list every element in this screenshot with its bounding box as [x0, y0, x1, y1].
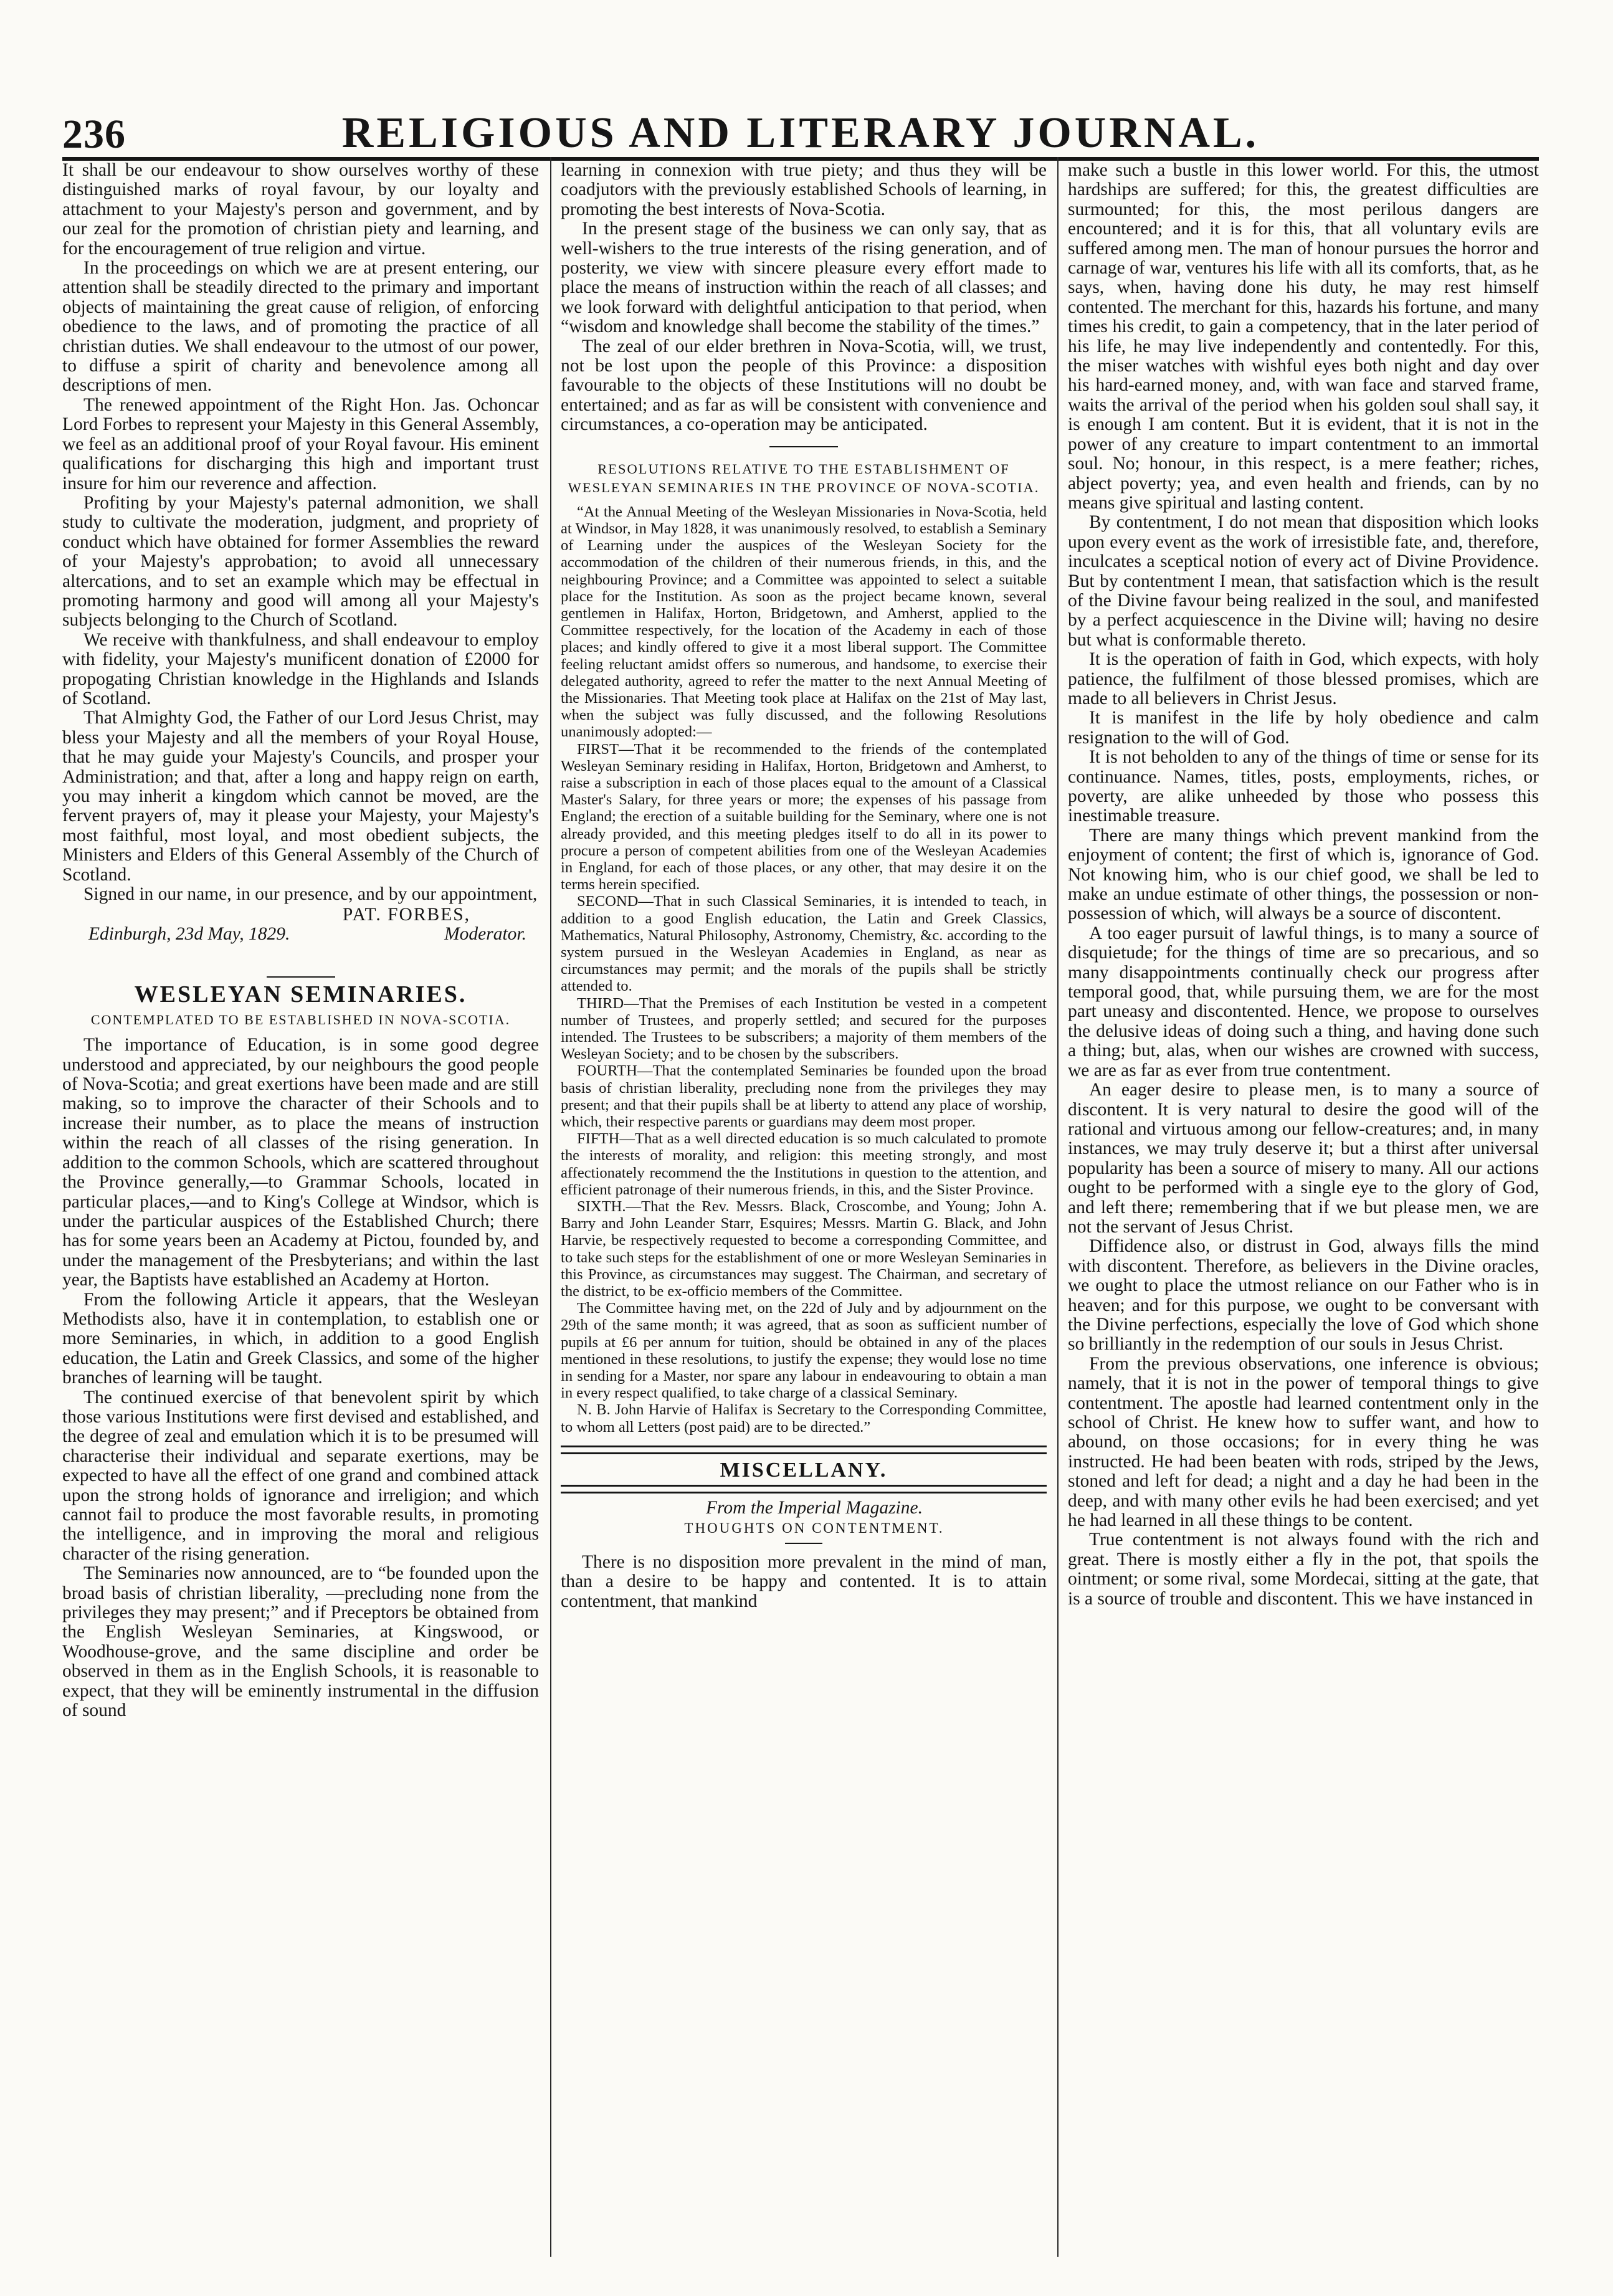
resolution-paragraph: FOURTH—That the contemplated Seminaries be founded upon the broad basis of christian liberality, precluding none from the privileges they may present; and that their pupils shall be at liberty to attend any place of worship, which, their respective parents or guardians may deem most proper. — [561, 1062, 1047, 1130]
double-rule — [561, 1446, 1047, 1454]
paragraph: It is the operation of faith in God, which expects, with holy patience, the fulfilment of those blessed promises, which are made to all believers in Christ Jesus. — [1068, 649, 1539, 708]
resolutions-title: RESOLUTIONS RELATIVE TO THE ESTABLISHMENT OF WESLEYAN SEMINARIES IN THE PROVINCE OF NOVA-SCOTIA. — [568, 460, 1040, 495]
paragraph: True contentment is not always found with the rich and great. There is mostly either a fly in the pot, that spoils the ointment; or some rival, some Mordecai, sitting at the gate, that is a source of trouble and discontent. This we have instanced in — [1068, 1530, 1539, 1609]
column-separator — [550, 157, 551, 2257]
resolution-paragraph: “At the Annual Meeting of the Wesleyan Missionaries in Nova-Scotia, held at Windsor, in May 1828, it was unanimously resolved, to establish a Seminary of Learning under the auspices of the Wesleyan Society for the accommodation of the children of their numerous friends, in this, and the neighbouring Province; and a Committee was appointed to select a suitable place for the Institution. As soon as the project became known, several gentlemen in Halifax, Horton, Bridgetown, and Amherst, applied to the Committee respectively, for the location of the Academy in each of those places; and kindly offered to give it a most liberal support. The Committee feeling reluctant amidst offers so numerous, and handsome, to exercise their delegated authority, agreed to refer the matter to the next Annual Meeting of the Missionaries. That Meeting took place at Halifax on the 21st of May last, when the subject was fully discussed, and the following Resolutions unanimously adopted:— — [561, 503, 1047, 741]
double-rule — [561, 1485, 1047, 1493]
paragraph: Profiting by your Majesty's paternal admonition, we shall study to cultivate the moderation, judgment, and propriety of conduct which have obtained for former Assemblies the reward of your Majesty's approbation; to avoid all unnecessary altercations, and to set an example which may be effectual in promoting harmony and good will among all your Majesty's subjects belonging to the Church of Scotland. — [62, 492, 539, 631]
paragraph: That Almighty God, the Father of our Lord Jesus Christ, may bless your Majesty and all the members of your Royal House, that he may guide your Majesty's Councils, and prosper your Administration; and that, after a long and happy reign on earth, you may inherit a kingdom which cannot be moved, are the fervent prayers of, may it please your Majesty, your Majesty's most faithful, most loyal, and most obedient subjects, the Ministers and Elders of this General Assembly of the Church of Scotland. — [62, 708, 539, 885]
paragraph: A too eager pursuit of lawful things, is to many a source of disquietude; for the things of time are so precarious, and so many disappointments continually check our progress after temporal good, that, while pursuing them, we are for the most part uneasy and discontented. Hence, we propose to ourselves the delusive ideas of doing such a thing, and having done such a thing; but, alas, when our wishes are crowned with success, we are as far as ever from true contentment. — [1068, 923, 1539, 1080]
article-title: THOUGHTS ON CONTENTMENT. — [684, 1520, 944, 1536]
divider — [785, 1543, 822, 1544]
signatory-role: Moderator. — [444, 924, 526, 945]
paragraph: The continued exercise of that benevolent spirit by which those various Institutions were first devised and established, and the degree of zeal and emulation which it is to be presumed will characterise their individual and separate exertions, may be expected to have all the effect of one grand and combined attack upon the strong holds of ignorance and irreligion; and which cannot fail to produce the most favorable results, in promoting the intelligence, and in improving the moral and religious character of the rising generation. — [62, 1387, 539, 1564]
paragraph: There are many things which prevent mankind from the enjoyment of content; the first of which is, ignorance of God. Not knowing him, who is our chief good, we shall be led to make an undue estimate of other things, the possession or non-possession of which, will always be a source of discontent. — [1068, 825, 1539, 924]
paragraph: Signed in our name, in our presence, and by our appointment, — [83, 884, 538, 905]
paragraph: The renewed appointment of the Right Hon. Jas. Ochoncar Lord Forbes to represent your Majesty in this General Assembly, we feel as an additional proof of your Royal favour. His eminent qualifications for discharging this high and important trust insure for him our reverence and affection. — [62, 394, 539, 493]
paragraph: It is not beholden to any of the things of time or sense for its continuance. Names, titles, posts, employments, riches, or poverty, are alike unheeded by those who possess this inestimable treasure. — [1068, 747, 1539, 826]
running-title: RELIGIOUS AND LITERARY JOURNAL. — [341, 109, 1260, 157]
paragraph: An eager desire to please men, is to many a source of discontent. It is very natural to desire the good will of the rational and virtuous among our fellow-creatures; and, in many instances, we may truly deserve it; but a thirst after universal popularity has been a source of misery to many. All our actions ought to be performed with a single eye to the glory of God, and left there; remembering that if we but please men, we are not the servant of Jesus Christ. — [1068, 1080, 1539, 1237]
signature-block — [62, 905, 539, 965]
paragraph: In the present stage of the business we can only say, that as well-wishers to the true interests of the rising generation, and of posterity, we view with sincere pleasure every effort made to place the means of instruction within the reach of all classes; and we look forward with delightful anticipation to that period, when “wisdom and knowledge shall become the stability of the times.” — [561, 219, 1047, 337]
column-1 — [62, 161, 539, 2254]
page-header — [62, 106, 1539, 162]
column-2 — [561, 161, 1047, 2254]
paragraph: make such a bustle in this lower world. For this, the utmost hardships are suffered; for this, the greatest difficulties are surmounted; for this, the most perilous dangers are encountered; and it is for this, that all voluntary evils are suffered among men. The man of honour pursues the horror and carnage of war, ventures his life with all its comforts, that, as he says, when, having done his duty, he may rest himself contented. The merchant for this, hazards his fortune, and many times his credit, to gain a competency, that in the later period of his life, he may live independently and contentedly. For this, the miser watches with wishful eyes both night and day over his hard-earned money, and, with wan face and starved frame, waits the arrival of the period when his golden soul shall say, it is enough I am content. But it is evident, that it is not in the power of any creature to impart contentment to an immortal soul. No; honour, in this respect, is a mere feather; riches, abject poverty; yea, and even health and friends, can by no means give spiritual and lasting content. — [1068, 161, 1539, 513]
resolution-paragraph: SECOND—That in such Classical Seminaries, it is intended to teach, in addition to a good English education, the Latin and Greek Classics, Mathematics, Natural Philosophy, Astronomy, Chemistry, &c. according to the system pursued in the Wesleyan Academies in England, as near as circumstances may permit; and the morals of the pupils shall be strictly attended to. — [561, 893, 1047, 995]
resolution-paragraph: The Committee having met, on the 22d of July and by adjournment on the 29th of the same month; it was agreed, that as soon as sufficient number of pupils at £6 per annum for tuition, should be obtained in any of the places mentioned in these resolutions, to justify the expense; they would lose no time in sending for a Master, nor spare any labour in endeavouring to obtain a man in every respect qualified, to take charge of a classical Seminary. — [561, 1300, 1047, 1402]
paragraph: It shall be our endeavour to show ourselves worthy of these distinguished marks of royal favour, by our loyalty and attachment to your Majesty's person and government, and by our zeal for the promotion of christian piety and learning, and for the encouragement of true religion and virtue. — [62, 161, 539, 259]
section-title: WESLEYAN SEMINARIES. — [134, 981, 467, 1008]
column-separator — [1057, 157, 1059, 2257]
signatory-name: PAT. FORBES, — [342, 905, 470, 925]
resolution-paragraph: FIFTH—That as a well directed education is so much calculated to promote the interests of morality, and religion: this meeting strongly, and most affectionately recommend the the Institutions in question to the attention, and efficient patronage of their numerous friends, in this, and the Sister Province. — [561, 1130, 1047, 1198]
divider — [267, 976, 335, 978]
paragraph: Diffidence also, or distrust in God, always fills the mind with discontent. Therefore, as believers in the Divine oracles, we ought to place the utmost reliance on our Father who is in heaven; and for this purpose, we ought to be conversant with the Divine perfections, especially the love of God which shone so brilliantly in the redemption of our souls in Jesus Christ. — [1068, 1236, 1539, 1355]
paragraph: By contentment, I do not mean that disposition which looks upon every event as the work of irresistible fate, and, therefore, inculcates a sceptical notion of every act of Divine Providence. But by contentment I mean, that satisfaction which is the result of the Divine favour being realized in the soul, and manifested by a perfect acquiescence in the Divine will; having no desire but what is conformable thereto. — [1068, 512, 1539, 650]
section-subtitle: CONTEMPLATED TO BE ESTABLISHED IN NOVA-SCOTIA. — [90, 1011, 511, 1027]
signature-place-date: Edinburgh, 23d May, 1829. — [88, 924, 290, 945]
paragraph: The Seminaries now announced, are to “be founded upon the broad basis of christian liberality, —precluding none from the privileges they may present;” and if Preceptors be obtained from the English Wesleyan Seminaries, at Kingswood, or Woodhouse-grove, and the same discipline and order be observed in them as in the English Schools, it is reasonable to expect, that they will be eminently instrumental in the diffusion of sound — [62, 1563, 539, 1721]
paragraph: The zeal of our elder brethren in Nova-Scotia, will, we trust, not be lost upon the people of this Province: a disposition favourable to the objects of these Institutions will no doubt be entertained; and as far as will be consistent with convenience and circumstances, a co-operation may be anticipated. — [561, 336, 1047, 435]
column-3 — [1068, 161, 1539, 2254]
paragraph: The importance of Education, is in some good degree understood and appreciated, by our neighbours the good people of Nova-Scotia; and great exertions have been made and are still making, so to improve the character of their Schools and to increase their number, as to place the means of instruction within the reach of all classes of the rising generation. In addition to the common Schools, which are scattered throughout the Province generally,—to Grammar Schools, located in particular places,—and to King's College at Windsor, which is under the particular auspices of the Established Church; there has for some years been an Academy at Pictou, founded by, and under the management of the Presbyterians; and within the last year, the Baptists have established an Academy at Horton. — [62, 1035, 539, 1290]
paragraph: It is manifest in the life by holy obedience and calm resignation to the will of God. — [1068, 708, 1539, 748]
resolution-paragraph: N. B. John Harvie of Halifax is Secretary to the Corresponding Committee, to whom all Letters (post paid) are to be directed.” — [561, 1401, 1047, 1436]
resolutions-body — [561, 503, 1047, 1436]
resolution-paragraph: SIXTH.—That the Rev. Messrs. Black, Croscombe, and Young; John A. Barry and John Leander Starr, Esquires; Messrs. Martin G. Black, and John Harvie, be respectively requested to become a corresponding Committee, and to take such steps for the establishment of one or more Wesleyan Seminaries in this Province, as circumstances may suggest. The Chairman, and secretary of the district, to be ex-officio members of the Committee. — [561, 1198, 1047, 1300]
resolution-paragraph: FIRST—That it be recommended to the friends of the contemplated Wesleyan Seminary residing in Halifax, Horton, Bridgetown and Amherst, to raise a subscription in each of those places equal to the amount of a Classical Master's Salary, for three years or more; the expenses of his passage from England; the erection of a suitable building for the Seminary, where one is not already provided, and this meeting pledges itself to do all in its power to procure a person of competent abilities from one of the Wesleyan Academies in England, for each of those places, or any other, that may desire it on the terms herein specified. — [561, 740, 1047, 893]
article-source: From the Imperial Magazine. — [706, 1498, 923, 1518]
paragraph: In the proceedings on which we are at present entering, our attention shall be steadily directed to the primary and important objects of maintaining the great cause of religion, of enforcing obedience to the laws, and of promoting the practice of all christian duties. We shall endeavour to the utmost of our power, to diffuse a spirit of charity and benevolence among all descriptions of men. — [62, 258, 539, 396]
divider — [769, 446, 838, 447]
paragraph: We receive with thankfulness, and shall endeavour to employ with fidelity, your Majesty's munificent donation of £2000 for propogating Christian knowledge in the Highlands and Islands of Scotland. — [62, 629, 539, 708]
paragraph: There is no disposition more prevalent in the mind of man, than a desire to be happy and contented. It is to attain contentment, that mankind — [561, 1552, 1047, 1611]
resolution-paragraph: THIRD—That the Premises of each Institution be vested in a competent number of Trustees, and properly settled; and secured for the purposes intended. The Trustees to be subscribers; a majority of them members of the Wesleyan Society; and to be chosen by the subscribers. — [561, 994, 1047, 1063]
miscellany-title: MISCELLANY. — [720, 1458, 888, 1482]
paragraph: From the following Article it appears, that the Wesleyan Methodists also, have it in contemplation, to establish one or more Seminaries, in which, in addition to a good English education, the Latin and Greek Classics, and some of the higher branches of learning will be taught. — [62, 1289, 539, 1388]
paragraph: learning in connexion with true piety; and thus they will be coadjutors with the previously established Schools of learning, in promoting the best interests of Nova-Scotia. — [561, 161, 1047, 219]
paragraph: From the previous observations, one inference is obvious; namely, that it is not in the power of temporal things to give contentment. The apostle had learned contentment only in the school of Christ. He knew how to suffer want, and how to abound, on those occasions; for in every thing he was instructed. He had been beaten with rods, striped by the Jews, stoned and left for dead; a night and a day he had been in the deep, and with many other evils he had been exercised; and yet he had learned in all these things to be content. — [1068, 1353, 1539, 1531]
page-number: 236 — [62, 112, 126, 157]
